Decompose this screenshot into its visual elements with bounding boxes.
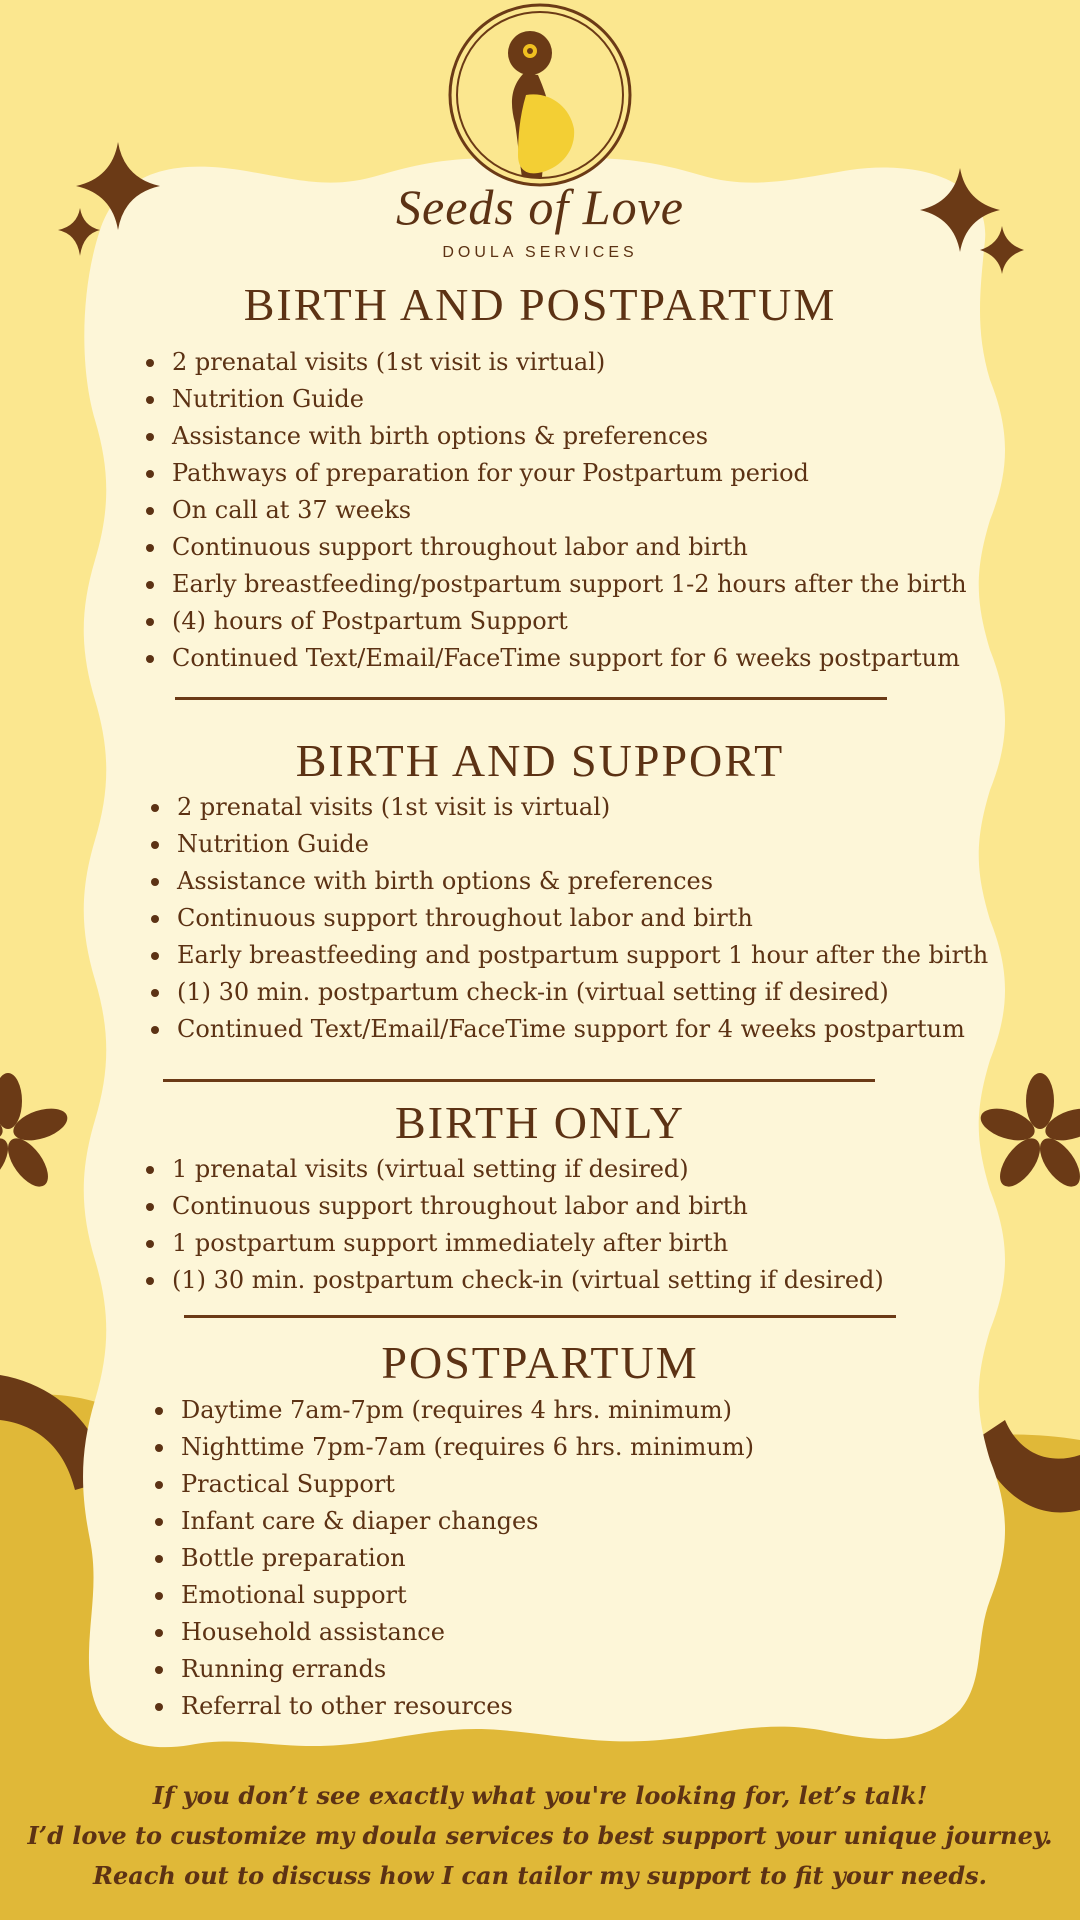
list-item: 2 prenatal visits (1st visit is virtual): [147, 789, 988, 826]
list-item: Bottle preparation: [151, 1540, 754, 1577]
service-list-postpartum: [151, 1392, 754, 1725]
service-list-birth-only: [142, 1151, 884, 1299]
list-item: Assistance with birth options & preferences: [147, 863, 988, 900]
list-item: (1) 30 min. postpartum check-in (virtual setting if desired): [147, 974, 988, 1011]
list-item: 2 prenatal visits (1st visit is virtual): [142, 344, 967, 381]
list-item: Household assistance: [151, 1614, 754, 1651]
section-title-postpartum: POSTPARTUM: [381, 1337, 699, 1388]
list-item: Early breastfeeding and postpartum support 1 hour after the birth: [147, 937, 988, 974]
footer-line: Reach out to discuss how I can tailor my support to fit your needs.: [93, 1861, 987, 1890]
list-item: Pathways of preparation for your Postpartum period: [142, 455, 967, 492]
section-divider: [163, 1079, 875, 1082]
list-item: Nutrition Guide: [147, 826, 988, 863]
list-item: Emotional support: [151, 1577, 754, 1614]
list-item: Assistance with birth options & preferences: [142, 418, 967, 455]
section-title-birth-only: BIRTH ONLY: [395, 1097, 685, 1148]
list-item: Daytime 7am-7pm (requires 4 hrs. minimum): [151, 1392, 754, 1429]
list-item: Continuous support throughout labor and birth: [142, 529, 967, 566]
list-item: Continuous support throughout labor and birth: [147, 900, 988, 937]
list-item: Continuous support throughout labor and birth: [142, 1188, 884, 1225]
sparkle-star-icon: [980, 226, 1024, 274]
list-item: 1 postpartum support immediately after birth: [142, 1225, 884, 1262]
list-item: Continued Text/Email/FaceTime support for 4 weeks postpartum: [147, 1011, 988, 1048]
list-item: Infant care & diaper changes: [151, 1503, 754, 1540]
service-list-birth-and-support: [147, 789, 988, 1048]
service-list-birth-and-postpartum: [142, 344, 967, 677]
list-item: (1) 30 min. postpartum check-in (virtual setting if desired): [142, 1262, 884, 1299]
list-item: Running errands: [151, 1651, 754, 1688]
list-item: On call at 37 weeks: [142, 492, 967, 529]
list-item: (4) hours of Postpartum Support: [142, 603, 967, 640]
sparkle-star-icon: [58, 208, 100, 256]
footer-message: [0, 1776, 1080, 1896]
footer-line: I’d love to customize my doula services to best support your unique journey.: [27, 1821, 1053, 1850]
list-item: Nighttime 7pm-7am (requires 6 hrs. minimum): [151, 1429, 754, 1466]
logo: [450, 5, 630, 185]
section-title-birth-and-support: BIRTH AND SUPPORT: [295, 735, 785, 786]
section-divider: [175, 697, 887, 700]
list-item: Practical Support: [151, 1466, 754, 1503]
list-item: Referral to other resources: [151, 1688, 754, 1725]
brand-subtitle: DOULA SERVICES: [442, 244, 638, 261]
brand-name: Seeds of Love: [396, 179, 684, 235]
list-item: 1 prenatal visits (virtual setting if desired): [142, 1151, 884, 1188]
section-divider: [184, 1315, 896, 1318]
footer-line: If you don’t see exactly what you're looking for, let’s talk!: [152, 1781, 928, 1810]
section-title-birth-and-postpartum: BIRTH AND POSTPARTUM: [243, 279, 837, 330]
list-item: Early breastfeeding/postpartum support 1-2 hours after the birth: [142, 566, 967, 603]
list-item: Nutrition Guide: [142, 381, 967, 418]
list-item: Continued Text/Email/FaceTime support for 6 weeks postpartum: [142, 640, 967, 677]
